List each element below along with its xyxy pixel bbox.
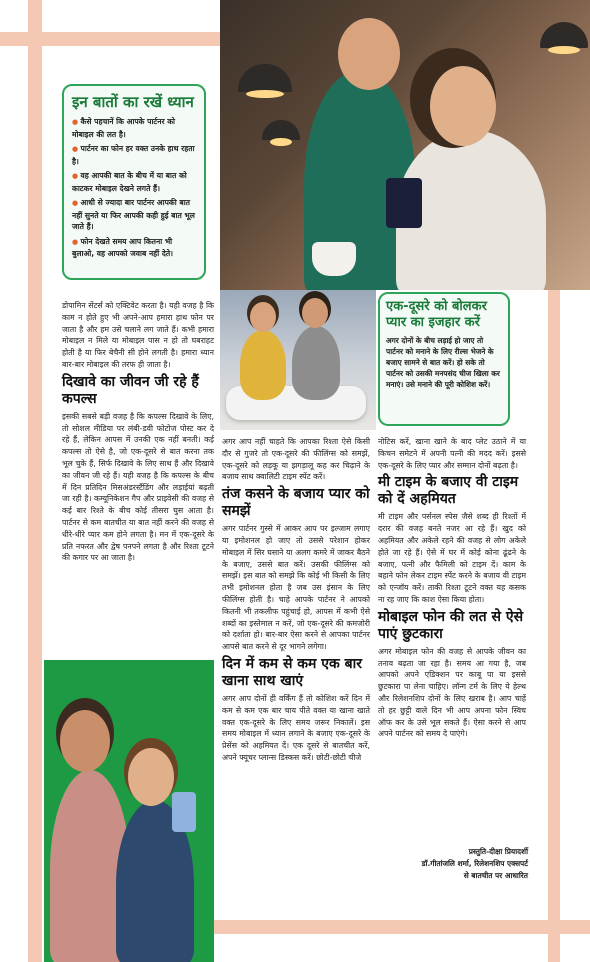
photo-couple-back-to-back xyxy=(220,290,376,430)
callout-box xyxy=(378,292,510,426)
tips-list-item: ● आधी से ज्यादा बार पार्टनर आपकी बात नहीं सुनते या फिर आपकी कही हुई बात भूल जाते हैं। xyxy=(72,197,196,233)
paragraph: मी टाइम और पर्सनल स्पेस जैसे शब्द ही रिश्तों में दरार की वजह बनते नजर आ रहे हैं। खुद को अहमियत और अकेले रहने की वजह से लोग अकेले होते जा रहे हैं। ऐसे में घर में कोई कोना ढूंढने के बजाए, पत्नी और फैमिली को टाइम दें। काम के बहाने फोन लेकर टाइम स्पेंट करने के बजाय वी टाइम को एन्जॉय करें। ताकी रिश्ता टूटने वक्त यह कसक ना रह जाए कि काश ऐसा किया होता। xyxy=(378,512,526,604)
tips-list-item: ● कैसे पहचानें कि आपके पार्टनर को मोबाइल की लत है। xyxy=(72,116,196,140)
section-heading: दिखावे का जीवन जी रहे हैं कपल्स xyxy=(62,373,199,407)
credit-line: से बातचीत पर आधारित xyxy=(463,871,528,880)
article-column-1 xyxy=(62,300,214,566)
photo-couple-with-phone xyxy=(220,0,590,290)
section-heading: दिन में कम से कम एक बार खाना साथ खाएं xyxy=(222,655,362,689)
paragraph: इसकी सबसे बड़ी वजह है कि कपल्स दिखावे के लिए, तो सोशल मीडिया पर लंबी-डवी फोटोज पोस्ट कर दे रहे हैं, लेकिन आपस में उनकी एक नहीं बनती। कई कपल्स तो ऐसे है, जो एक-दूसरे से बात करना तक भूल चुके हैं, सिर्फ दिखावे के लिए साथ हैं और दिखावे का जीवन जी रहे हैं। यही वजह है कि कपल्स के बीच में दिन प्रतिदिन मिसअंडरस्टैंडिंग और लड़ाईयां बढ़ती जा रही है। कम्यूनिकेशन गैप और प्राइवेसी की वजह से कई बार रिश्ते के बीच कोई तीसरा घुस आता है। पार्टनर से कम बातचीत या बात नहीं करने की वजह से धीरे-धीरे प्यार कम होने लगता है। मन में एक-दूसरे के प्रति नफरत और द्वेष पनपने लगता है और रिश्ता टूटने की कगार पर आ जाता है। xyxy=(62,411,214,563)
section-heading: मी टाइम के बजाए वी टाइम को दें अहमियत xyxy=(378,474,519,508)
woman-head xyxy=(430,66,496,146)
tips-box xyxy=(62,84,206,280)
article-column-2 xyxy=(222,436,370,766)
paragraph: अगर आप दोनों ही वर्किंग हैं तो कोशिश करें दिन में कम से कम एक बार चाय पीते वक्त या खाना खाते वक्त एक-दूसरे के लिए समय जरूर निकालें। इस समय मोबाइल में ध्यान लगाने के बजाए एक-दूसरे के प्रेसेंस को अहमियत दें। एक दूसरे से बातचीत करें, अपने फ्यूचर प्लान्स डिस्कस करें। छोटी-छोटी चीजे xyxy=(222,693,370,762)
callout-title: एक-दूसरे को बोलकर प्यार का इजहार करें xyxy=(386,299,487,330)
woman-head xyxy=(250,302,276,332)
phone-shape xyxy=(172,792,196,832)
man-head xyxy=(60,710,110,772)
man-head xyxy=(302,298,328,328)
man-head xyxy=(338,18,400,90)
tips-list xyxy=(72,116,196,260)
frame-bar-left-vertical xyxy=(28,0,42,962)
credit-line: डॉ.गीतांजलि शर्मा, रिलेशनशिप एक्सपर्ट xyxy=(421,859,528,868)
credit-line: प्रस्तुति-दीक्षा प्रियादर्शी xyxy=(468,847,528,856)
phone-shape xyxy=(386,178,422,228)
frame-bar-right-vertical xyxy=(548,265,560,962)
man-figure xyxy=(292,326,340,400)
paragraph: डोपामिन सेंटर्स को एक्टिवेट करता है। यही वजह है कि काम न होते हुए भी अपने-आप हमारा हाथ फोन पर जाता है और हम उसे चलाने लग जाते हैं। कभी हमारा मोबाइल न मिले या मोबाइल पास न हो तो घबराहट होती है या फिर बेचैनी सी होने लगती है। हमारा ध्यान बार-बार मोबाइल की तरफ ही जाता है। xyxy=(62,301,214,369)
tips-list-item: ● फोन देखते समय आप कितना भी बुलाओ, वह आपको जवाब नहीं देते। xyxy=(72,236,196,260)
article-column-3 xyxy=(378,436,526,742)
photo-couple-selfie xyxy=(44,660,214,962)
woman-head xyxy=(128,748,174,806)
article-credit xyxy=(378,846,528,882)
tips-title: इन बातों का रखें ध्यान xyxy=(72,93,194,111)
frame-bar-bottom-horizontal xyxy=(214,920,590,934)
section-heading: मोबाइल फोन की लत से ऐसे पाएं छुटकारा xyxy=(378,608,524,642)
section-heading: तंज कसने के बजाय प्यार को समझें xyxy=(222,486,370,520)
coffee-cup-shape xyxy=(312,242,356,276)
paragraph: अगर पार्टनर गुस्से में आकर आप पर इल्जाम लगाए या इमोशनल हो जाए तो उससे परेशान होकर मोबाइल में सिर घसाने या अलग कमरे में जाकर बैठने के बजाए, उससे बात करें। उसकी फीलिंग्स को समझें। इस बात को समझे कि कोई भी किसी के लिए तभी इमोशनल होता है जब उस इंसान के लिए फीलिंग्स होती है। चाहे आपके पार्टनर ने आपको कितनी भी तकलीफ पहुंचाई हो, आपस में कभी ऐसे शब्दों का इस्तेमाल न करें, जो एक-दूसरे की कमजोरी को दर्शाता हो। बार-बार ऐसा करने से आपका पार्टनर आपसे बात करने से दूर भागने लगेगा। xyxy=(222,524,370,652)
woman-figure xyxy=(240,330,286,400)
lamp-shape xyxy=(540,22,588,48)
lamp-shape xyxy=(262,120,300,140)
paragraph: नोटिस करें, खाना खाने के बाद प्लेट उठाने में या किचन समेटने में अपनी पत्नी की मदद करें। इससे एक-दूसरे के लिए प्यार और सम्मान दोनों बढ़ता है। xyxy=(378,437,526,470)
tips-list-item: ● पार्टनर का फोन हर वक्त उनके हाथ रहता है। xyxy=(72,143,196,167)
callout-body: अगर दोनों के बीच लड़ाई हो जाए तो पार्टनर को मनाने के लिए रील्स भेजने के बजाए सामने से बात करें। हो सके तो पार्टनर को उसकी मनपसंद चीज खिला कर मनाएं। उसे मनाने की पूरी कोशिश करें। xyxy=(386,336,500,389)
lamp-shape xyxy=(238,64,292,92)
paragraph: अगर आप नहीं चाहते कि आपका रिश्ता ऐसे किसी दौर से गुजरे तो एक-दूसरे की फीलिंग्स को समझें, एक-दूसरे को लड़कू या झगड़ालू कह कर चिढ़ाने के बजाय साथ क्वालिटी टाइम स्पेंट करें। xyxy=(222,437,370,482)
tips-list-item: ● वह आपकी बात के बीच में या बात को काटकर मोबाइल देखने लगते हैं। xyxy=(72,170,196,194)
paragraph: अगर मोबाइल फोन की वजह से आपके जीवन का तनाव बढ़ता जा रहा है। समय आ गया है, जब आपको अपने एडिक्शन पर काबू पा या इससे छुटकारा पा लेना चाहिए। लॉन्ग टर्म के लिए ये हेल्थ और रिलेशनशिप दोनों के लिए खराब है। आप चाहें तो हर छुट्टी वाले दिन भी आप अपना फोन स्विच ऑफ कर के उसे भूल सकते हैं। ऐसा करने से आप अपने पार्टनर को समय दे पाएंगे। xyxy=(378,646,526,739)
